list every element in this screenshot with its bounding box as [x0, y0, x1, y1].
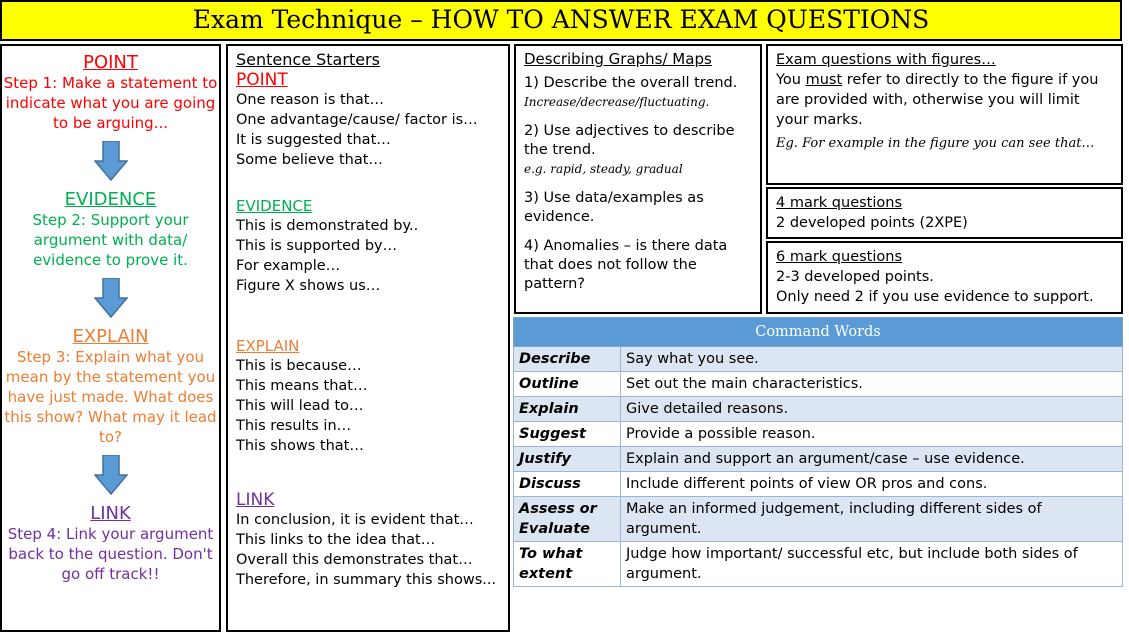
down-arrow-icon — [94, 141, 128, 181]
describing-graphs-panel — [514, 44, 762, 314]
graphs-note: Increase/decrease/fluctuating. — [524, 95, 710, 109]
command-meaning: Explain and support an argument/case – use evidence. — [621, 447, 1123, 472]
table-row — [514, 347, 1123, 372]
table-row — [514, 397, 1123, 422]
command-word: Justify — [514, 447, 621, 472]
starter-line: This will lead to… — [236, 398, 364, 414]
four-mark-title: 4 mark questions — [776, 195, 903, 211]
figures-text: You must refer to directly to the figure if you are provided with, otherwise you will limit your marks. — [776, 72, 1099, 128]
graphs-item: 1) Describe the overall trend. — [524, 75, 738, 91]
command-word: Assess or Evaluate — [514, 497, 621, 542]
command-word: Explain — [514, 397, 621, 422]
starter-line: This links to the idea that… — [236, 532, 436, 548]
command-word: Describe — [514, 347, 621, 372]
starter-line: Figure X shows us… — [236, 278, 381, 294]
four-mark-text: 2 developed points (2XPE) — [776, 215, 968, 231]
starter-line: It is suggested that… — [236, 132, 391, 148]
page-title: Exam Technique – HOW TO ANSWER EXAM QUESTIONS — [0, 0, 1122, 41]
starter-line: Therefore, in summary this shows... — [236, 572, 497, 588]
starters-heading-evidence: EVIDENCE — [236, 197, 313, 215]
down-arrow-icon — [94, 455, 128, 495]
six-mark-title: 6 mark questions — [776, 249, 903, 265]
starters-heading-explain: EXPLAIN — [236, 337, 300, 355]
table-row — [514, 447, 1123, 472]
step-heading-evidence: EVIDENCE — [64, 189, 157, 210]
starters-title: Sentence Starters — [236, 50, 380, 69]
starter-line: This shows that… — [236, 438, 364, 454]
six-mark-line: 2-3 developed points. — [776, 269, 934, 285]
graphs-item: 3) Use data/examples as evidence. — [524, 190, 704, 225]
command-words-table — [513, 317, 1123, 587]
step-text-point: Step 1: Make a statement to indicate what you are going to be arguing... — [3, 74, 218, 132]
command-meaning: Give detailed reasons. — [621, 397, 1123, 422]
starter-line: This is supported by… — [236, 238, 398, 254]
command-meaning: Set out the main characteristics. — [621, 372, 1123, 397]
table-row — [514, 472, 1123, 497]
step-heading-explain: EXPLAIN — [72, 326, 149, 347]
command-meaning: Judge how important/ successful etc, but include both sides of argument. — [621, 542, 1123, 587]
command-meaning: Say what you see. — [621, 347, 1123, 372]
starter-line: For example… — [236, 258, 341, 274]
starter-line: Some believe that… — [236, 152, 383, 168]
sentence-starters-panel — [226, 44, 510, 632]
step-text-explain: Step 3: Explain what you mean by the statement you have just made. What does this show? What may it lead to? — [4, 348, 217, 446]
step-heading-link: LINK — [90, 503, 131, 524]
graphs-note: e.g. rapid, steady, gradual — [524, 162, 683, 176]
starter-line: This means that… — [236, 378, 368, 394]
command-word: To what extent — [514, 542, 621, 587]
command-words-header: Command Words — [514, 318, 1123, 347]
table-row — [514, 422, 1123, 447]
table-row — [514, 372, 1123, 397]
figures-example: Eg. For example in the figure you can see that… — [776, 136, 1095, 151]
command-meaning: Include different points of view OR pros and cons. — [621, 472, 1123, 497]
starter-line: One advantage/cause/ factor is… — [236, 112, 478, 128]
step-text-evidence: Step 2: Support your argument with data/ evidence to prove it. — [32, 211, 189, 269]
steps-panel — [0, 44, 221, 632]
starter-line: This is because… — [236, 358, 362, 374]
command-meaning: Provide a possible reason. — [621, 422, 1123, 447]
table-row — [514, 542, 1123, 587]
step-heading-point: POINT — [83, 52, 138, 73]
four-mark-panel — [766, 187, 1123, 239]
table-row — [514, 497, 1123, 542]
figures-panel — [766, 44, 1123, 185]
six-mark-line: Only need 2 if you use evidence to support. — [776, 289, 1094, 305]
starters-heading-link: LINK — [236, 490, 275, 510]
command-meaning: Make an informed judgement, including different sides of argument. — [621, 497, 1123, 542]
six-mark-panel — [766, 241, 1123, 314]
starter-line: Overall this demonstrates that… — [236, 552, 473, 568]
step-text-link: Step 4: Link your argument back to the question. Don't go off track!! — [7, 525, 214, 583]
down-arrow-icon — [94, 278, 128, 318]
starter-line: In conclusion, it is evident that… — [236, 512, 474, 528]
figures-title: Exam questions with figures… — [776, 52, 996, 68]
graphs-item: 2) Use adjectives to describe the trend. — [524, 123, 735, 158]
starters-heading-point: POINT — [236, 70, 288, 90]
starter-line: One reason is that… — [236, 92, 384, 108]
starter-line: This results in… — [236, 418, 352, 434]
command-word: Outline — [514, 372, 621, 397]
starter-line: This is demonstrated by.. — [236, 218, 419, 234]
must-emphasis: must — [805, 72, 843, 88]
graphs-item: 4) Anomalies – is there data that does not follow the pattern? — [524, 238, 728, 292]
graphs-title: Describing Graphs/ Maps — [524, 50, 712, 68]
command-word: Discuss — [514, 472, 621, 497]
command-word: Suggest — [514, 422, 621, 447]
